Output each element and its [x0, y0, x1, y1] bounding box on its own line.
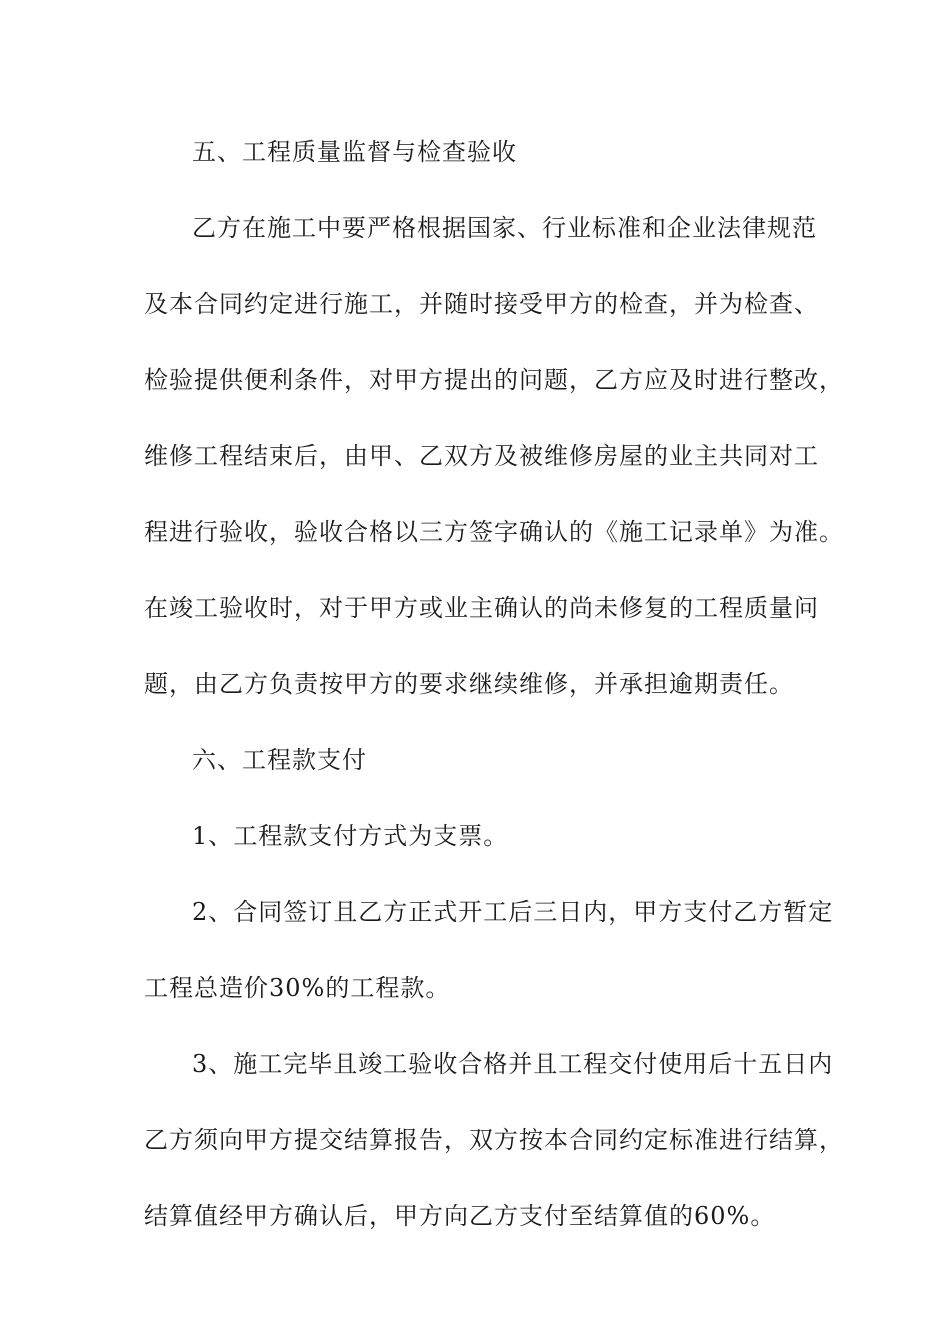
paragraph-line: 程进行验收，验收合格以三方签字确认的《施工记录单》为准。: [144, 518, 844, 546]
clause-3-continued: 结算值经甲方确认后，甲方向乙方支付至结算值的60%。: [144, 1202, 776, 1230]
paragraph-line: 题，由乙方负责按甲方的要求继续维修，并承担逾期责任。: [144, 670, 794, 698]
clause-3-continued: 乙方须向甲方提交结算报告，双方按本合同约定标准进行结算，: [144, 1126, 844, 1154]
paragraph-line: 检验提供便利条件，对甲方提出的问题，乙方应及时进行整改，: [144, 366, 844, 394]
document-body: [144, 128, 844, 1268]
section-heading-5: 五、工程质量监督与检查验收: [192, 138, 517, 166]
paragraph-line: 及本合同约定进行施工，并随时接受甲方的检查，并为检查、: [144, 290, 819, 318]
clause-1: 1、工程款支付方式为支票。: [192, 822, 509, 850]
clause-2-continued: 工程总造价30%的工程款。: [144, 974, 451, 1002]
paragraph-line: 乙方在施工中要严格根据国家、行业标准和企业法律规范: [192, 214, 817, 242]
clause-2: 2、合同签订且乙方正式开工后三日内，甲方支付乙方暂定: [192, 898, 834, 926]
section-heading-6: 六、工程款支付: [192, 746, 367, 774]
paragraph-line: 在竣工验收时，对于甲方或业主确认的尚未修复的工程质量问: [144, 594, 819, 622]
paragraph-line: 维修工程结束后，由甲、乙双方及被维修房屋的业主共同对工: [144, 442, 819, 470]
clause-3: 3、施工完毕且竣工验收合格并且工程交付使用后十五日内: [192, 1050, 834, 1078]
